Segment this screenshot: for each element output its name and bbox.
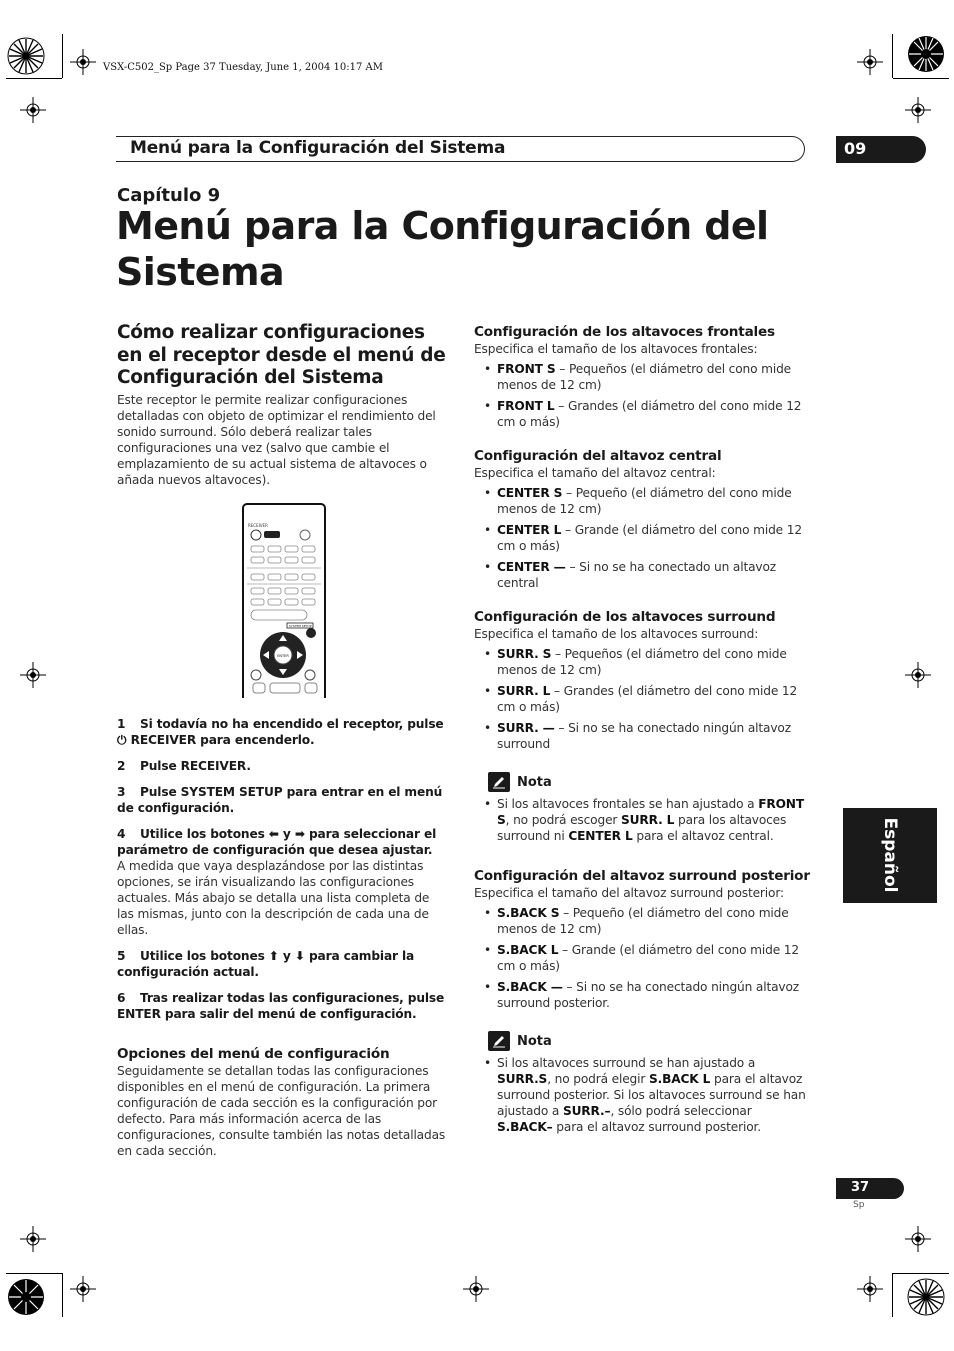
remote-illustration (117, 502, 449, 698)
crosshair-mark-icon (905, 662, 931, 688)
language-label: Español (880, 817, 900, 893)
note-item: • Si los altavoces surround se han ajustado a SURR.S, no podrá elegir S.BACK L para el altavoz surround posterior. Si los altavoces surround se han ajustado a SURR.–, sólo podrá seleccionar S.BACK– para el altavoz surround posterior. (474, 1055, 810, 1135)
registration-starburst-icon (906, 1277, 946, 1317)
remote-enter-label: ENTER (277, 653, 289, 658)
remote-control-icon (117, 502, 449, 698)
step-2: 2 Pulse RECEIVER. (117, 758, 251, 773)
chapter-title (116, 203, 816, 295)
crosshair-mark-icon (20, 97, 46, 123)
front-intro: Especifica el tamaño de los altavoces frontales: (474, 342, 758, 356)
sback-section (474, 868, 810, 1011)
step-6: 6 Tras realizar todas las configuraciones, pulse ENTER para salir del menú de configuración. (117, 990, 445, 1021)
list-item: • S.BACK — – Si no se ha conectado ningún altavoz surround posterior. (474, 979, 810, 1011)
list-item: • S.BACK L – Grande (el diámetro del cono mide 12 cm o más) (474, 942, 810, 974)
steps-list (117, 716, 449, 1022)
crosshair-mark-icon (905, 97, 931, 123)
list-item: • SURR. L – Grandes (el diámetro del cono mide 12 cm o más) (474, 683, 810, 715)
options-text: Seguidamente se detallan todas las configuraciones disponibles en el menú de configuración. La primera configuración de cada sección es la configuración por defecto. Para más información acerca de las configuraciones, consulte también las notas detalladas en cada sección. (117, 1063, 446, 1158)
sback-heading: Configuración del altavoz surround posterior (474, 868, 810, 884)
print-info: VSX-C502_Sp Page 37 Tuesday, June 1, 2004 10:17 AM (103, 62, 384, 73)
list-item: • CENTER L – Grande (el diámetro del cono mide 12 cm o más) (474, 522, 810, 554)
crosshair-mark-icon (905, 1226, 931, 1252)
remote-receiver-label: RECEIVER (248, 522, 268, 528)
chapter-title-line: Sistema (116, 250, 284, 294)
surround-section (474, 609, 810, 752)
pencil-note-icon (488, 772, 510, 792)
center-intro: Especifica el tamaño del altavoz central: (474, 466, 716, 480)
step-5: 5 Utilice los botones ⬆ y ⬇ para cambiar la configuración actual. (117, 948, 415, 979)
step-4-desc: A medida que vaya desplazándose por las distintas opciones, se irán visualizando las configuraciones actuales. Más abajo se detalla una lista completa de las mismas, junto con la descripción de cada una de ellas. (117, 858, 430, 937)
crosshair-mark-icon (20, 662, 46, 688)
center-heading: Configuración del altavoz central (474, 448, 722, 464)
intro-text: Este receptor le permite realizar configuraciones detalladas con objeto de optimizar el rendimiento del sonido surround. Sólo deberá realizar tales configuraciones una vez (salvo que cambie el emplazamiento de su actual sistema de altavoces o añada nuevos altavoces). (117, 392, 436, 487)
center-section (474, 448, 810, 591)
page-language-code: Sp (853, 1200, 865, 1210)
crosshair-mark-icon (463, 1276, 489, 1302)
step-3: 3 Pulse SYSTEM SETUP para entrar en el menú de configuración. (117, 784, 443, 815)
surround-heading: Configuración de los altavoces surround (474, 609, 776, 625)
registration-starburst-icon (906, 34, 946, 74)
chapter-label: Capítulo 9 (117, 185, 221, 206)
language-side-tab (843, 808, 937, 903)
chapter-number-tab: 09 (836, 136, 926, 163)
step-1: 1 Si todavía no ha encendido el receptor, pulse ⏻ RECEIVER para encenderlo. (117, 716, 444, 747)
surround-intro: Especifica el tamaño de los altavoces surround: (474, 627, 759, 641)
list-item: • SURR. S – Pequeños (el diámetro del cono mide menos de 12 cm) (474, 646, 810, 678)
crosshair-mark-icon (857, 49, 883, 75)
chapter-title-line: Menú para la Configuración del (116, 204, 769, 248)
header-title: Menú para la Configuración del Sistema (130, 138, 506, 158)
list-item: • S.BACK S – Pequeño (el diámetro del cono mide menos de 12 cm) (474, 905, 810, 937)
power-icon: ⏻ (117, 732, 127, 747)
list-item: • SURR. — – Si no se ha conectado ningún altavoz surround (474, 720, 810, 752)
list-item: • CENTER S – Pequeño (el diámetro del cono mide menos de 12 cm) (474, 485, 810, 517)
left-column (117, 322, 449, 1159)
remote-setup-label: SYSTEM SETUP (289, 623, 312, 628)
registration-starburst-icon (6, 1277, 46, 1317)
note-1 (474, 772, 810, 844)
list-item: • CENTER — – Si no se ha conectado un altavoz central (474, 559, 810, 591)
page-number: 37 (836, 1178, 904, 1199)
front-section (474, 324, 810, 430)
sback-intro: Especifica el tamaño del altavoz surround posterior: (474, 886, 784, 900)
note-item: • Si los altavoces frontales se han ajustado a FRONT S, no podrá escoger SURR. L para los altavoces surround ni CENTER L para el altavoz central. (474, 796, 810, 844)
crosshair-mark-icon (70, 1276, 96, 1302)
crosshair-mark-icon (857, 1276, 883, 1302)
pencil-note-icon (488, 1031, 510, 1051)
registration-starburst-icon (6, 36, 46, 76)
note-2 (474, 1031, 810, 1135)
note-title: Nota (517, 774, 552, 790)
crosshair-mark-icon (70, 49, 96, 75)
options-heading: Opciones del menú de configuración (117, 1045, 390, 1062)
right-column (474, 324, 810, 1153)
step-4: 4 Utilice los botones ⬅ y ➡ para seleccionar el parámetro de configuración que desea ajustar. (117, 826, 437, 857)
intro-heading: Cómo realizar configuraciones en el receptor desde el menú de Configuración del Sistema (117, 322, 446, 388)
crosshair-mark-icon (20, 1226, 46, 1252)
front-heading: Configuración de los altavoces frontales (474, 324, 775, 340)
list-item: • FRONT L – Grandes (el diámetro del cono mide 12 cm o más) (474, 398, 810, 430)
list-item: • FRONT S – Pequeños (el diámetro del cono mide menos de 12 cm) (474, 361, 810, 393)
note-title: Nota (517, 1033, 552, 1049)
